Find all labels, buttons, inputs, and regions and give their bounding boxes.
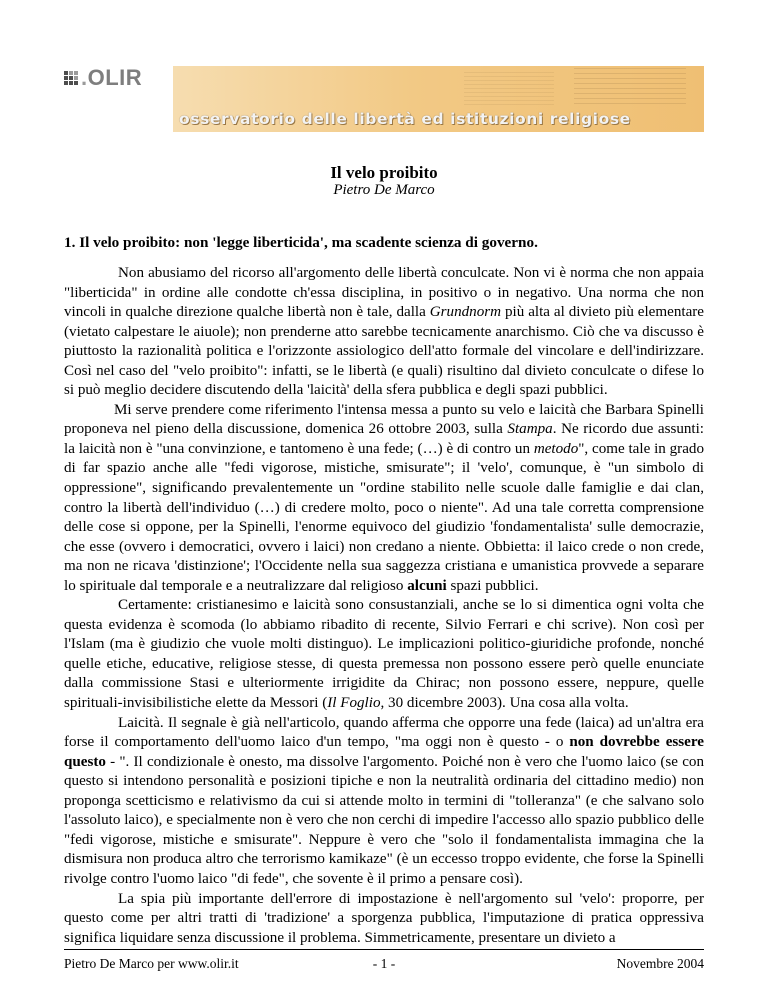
- logo-grid-icon: [64, 71, 78, 85]
- paragraph: Laicità. Il segnale è già nell'articolo, quando afferma che opporre una fede (laica) ad un'altra era forse il comportamento dell'uomo laico d'un tempo, "ma oggi non è questo - o non dovrebbe essere questo - ". Il condizionale è onesto, ma dissolve l'argomento. Poiché non è vero che l'uomo laico (se con questo si intendono personalità e posizioni tipiche e non la neutralità ordinaria del cittadino medio) non proponga scetticismo e relativismo da cui si attende molto in termini di "tolleranza" (e che salvano solo l'assoluto laico), e specialmente non è vero che non cerchi di impedire l'accesso allo spazio pubblico delle "fedi vigorose, mistiche e smisurate". Neppure è vero che "solo il fondamentalista immagina che la dismisura non produca altro che terrorismo kamikaze" (è un eccesso troppo evidente, che forse la Spinelli rivolge contro l'uomo laico "di fede", che sovente è il primo a pensare così).: [64, 714, 704, 887]
- page-header: [64, 66, 704, 132]
- document-body: [64, 264, 704, 948]
- document-title: Il velo proibito: [330, 163, 438, 182]
- banner-document-image: [464, 72, 554, 106]
- footer-divider: [64, 949, 704, 950]
- olir-logo: [64, 66, 164, 90]
- header-banner: [173, 66, 704, 132]
- logo-text: .OLIR: [81, 65, 143, 90]
- footer-author: Pietro De Marco per www.olir.it: [64, 956, 239, 971]
- footer-date: Novembre 2004: [616, 956, 704, 971]
- paragraph: La spia più importante dell'errore di impostazione è nell'argomento sul 'velo': proporre, per questo come per altri tratti di 'tradizione' a sporgenza pubblica, l'imputazione di pratica oppressiva significa liquidare senza discussione il problema. Simmetricamente, presentare un divieto a: [64, 890, 704, 946]
- paragraph: Certamente: cristianesimo e laicità sono consustanziali, anche se lo si dimentica ogni volta che questa evidenza è scomoda (lo abbiamo ribadito di recente, Silvio Ferrari e chi scrive). Non così per l'Islam (ma è giudizio che vuole molti distinguo). Le implicazioni politico-giuridiche profonde, nonché quelle etiche, educative, religiose stesse, di questa premessa non possono essere però quelle enunciate dalla commissione Stasi e ulteriormente irrigidite da Chirac; non possono essere, neppure, quelle spirituali-invisibilistiche elette da Messori (Il Foglio, 30 dicembre 2003). Una cosa alla volta.: [64, 597, 704, 712]
- banner-document-image: [574, 68, 686, 108]
- paragraph: Mi serve prendere come riferimento l'intensa messa a punto su velo e laicità che Barbara Spinelli proponeva nel pieno della discussione, domenica 26 ottobre 2003, sulla Stampa. Ne ricordo due assunti: la laicità non è "una convinzione, e tantomeno è una fede; (…) è di contro un metodo", come tale in grado di far spazio anche alle "fedi vigorose, mistiche, smisurate"; il 'velo', comunque, è "un simbolo di oppressione", significando prevalentemente un "ordine stabilito nelle scuole dalle famiglie e dai clan, contro la libertà dell'individuo (…) di credere molto, poco o niente". Ad una tale corretta comprensione delle cose si oppone, per la Spinelli, l'enorme equivoco del giudizio 'fondamentalista' sulle democrazie, che esse (ovvero i democratici, ovvero i laici) non credano a niente. Obbietta: il laico crede o non crede, ma non ne ricava 'distinzione'; l'Occidente nella sua saggezza cristiana e umanistica provvede a separare lo spirituale dal temporale e a neutralizzare dal religioso alcuni spazi pubblici.: [64, 401, 704, 594]
- section-heading: 1. Il velo proibito: non 'legge liberticida', ma scadente scienza di governo.: [64, 234, 538, 251]
- banner-text: osservatorio delle libertà ed istituzioni religiose: [179, 110, 631, 128]
- document-author: Pietro De Marco: [333, 182, 435, 198]
- page-number: - 1 -: [372, 956, 396, 971]
- paragraph: Non abusiamo del ricorso all'argomento delle libertà conculcate. Non vi è norma che non appaia "liberticida" in ordine alle condotte ch'essa disciplina, in positivo o in negativo. Una norma che non vincoli in qualche direzione qualche libertà non è tale, dalla Grundnorm più alta al divieto più elementare (vietato calpestare le aiuole); non prenderne atto sarebbe tecnicamente anarchismo. Ciò che va discusso è piuttosto la razionalità politica e l'orizzonte assiologico dell'atto formale del vincolare e dell'indirizzare. Così nel caso del "velo proibito": infatti, se le libertà (e quali) risultino dal divieto conculcate o difese lo si può meglio decidere discutendo della 'laicità' della sfera pubblica e degli spazi pubblici.: [64, 265, 704, 399]
